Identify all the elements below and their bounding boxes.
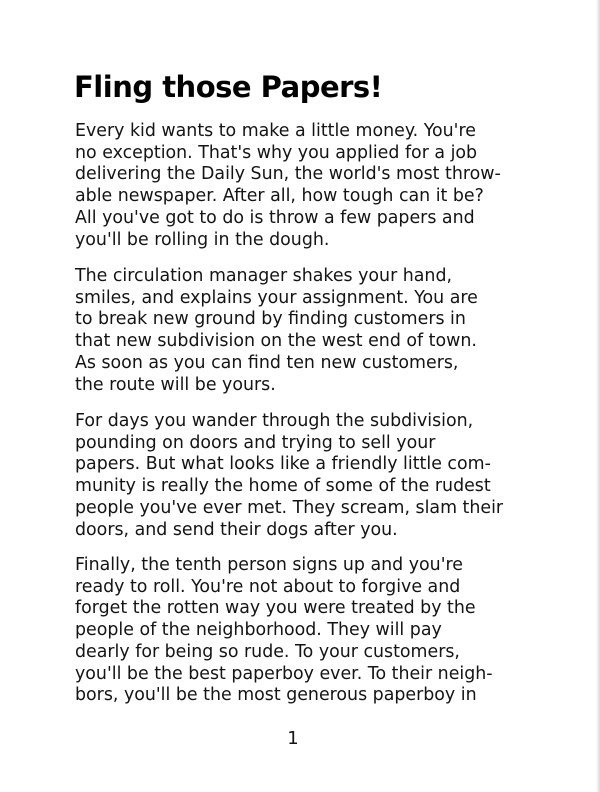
text-line: to break new ground by finding customers in xyxy=(75,309,466,330)
text-line: smiles, and explains your assignment. You are xyxy=(75,287,478,308)
paragraph-2 xyxy=(75,266,478,396)
text-line: As soon as you can find ten new customers, xyxy=(75,352,459,373)
text-line: that new subdivision on the west end of town. xyxy=(75,331,477,352)
paragraph-1 xyxy=(75,121,501,251)
text-line: papers. But what looks like a friendly little com- xyxy=(75,454,491,475)
text-line: you'll be rolling in the dough. xyxy=(75,229,330,250)
text-line: Every kid wants to make a little money. You're xyxy=(75,121,476,141)
text-line: ready to roll. You're not about to forgive and xyxy=(75,576,461,597)
text-line: bors, you'll be the most generous paperboy in xyxy=(75,685,477,706)
text-line: For days you wander through the subdivision, xyxy=(75,411,474,431)
page-title: Fling those Papers! xyxy=(74,70,383,104)
text-line: dearly for being so rude. To your customers, xyxy=(75,641,460,662)
text-line: The circulation manager shakes your hand, xyxy=(75,266,453,286)
text-line: munity is really the home of some of the rudest xyxy=(75,476,491,497)
text-line: able newspaper. After all, how tough can it be? xyxy=(75,186,484,207)
text-line: you'll be the best paperboy ever. To their neigh- xyxy=(75,663,493,684)
page-number: 1 xyxy=(287,728,299,749)
paragraph-4 xyxy=(75,555,493,707)
text-line: no exception. That's why you applied for a job xyxy=(75,142,478,163)
text-line: people you've ever met. They scream, slam their xyxy=(75,497,504,518)
text-line: Finally, the tenth person signs up and you're xyxy=(75,555,463,575)
paragraph-3 xyxy=(75,411,503,541)
text-line: people of the neighborhood. They will pay xyxy=(75,620,442,641)
text-line: delivering the Daily Sun, the world's most throw- xyxy=(75,164,501,185)
text-line: forget the rotten way you were treated by the xyxy=(75,598,476,619)
text-line: the route will be yours. xyxy=(75,374,276,395)
text-line: All you've got to do is throw a few papers and xyxy=(75,207,475,228)
text-line: pounding on doors and trying to sell your xyxy=(75,432,436,453)
text-line: doors, and send their dogs after you. xyxy=(75,519,398,540)
